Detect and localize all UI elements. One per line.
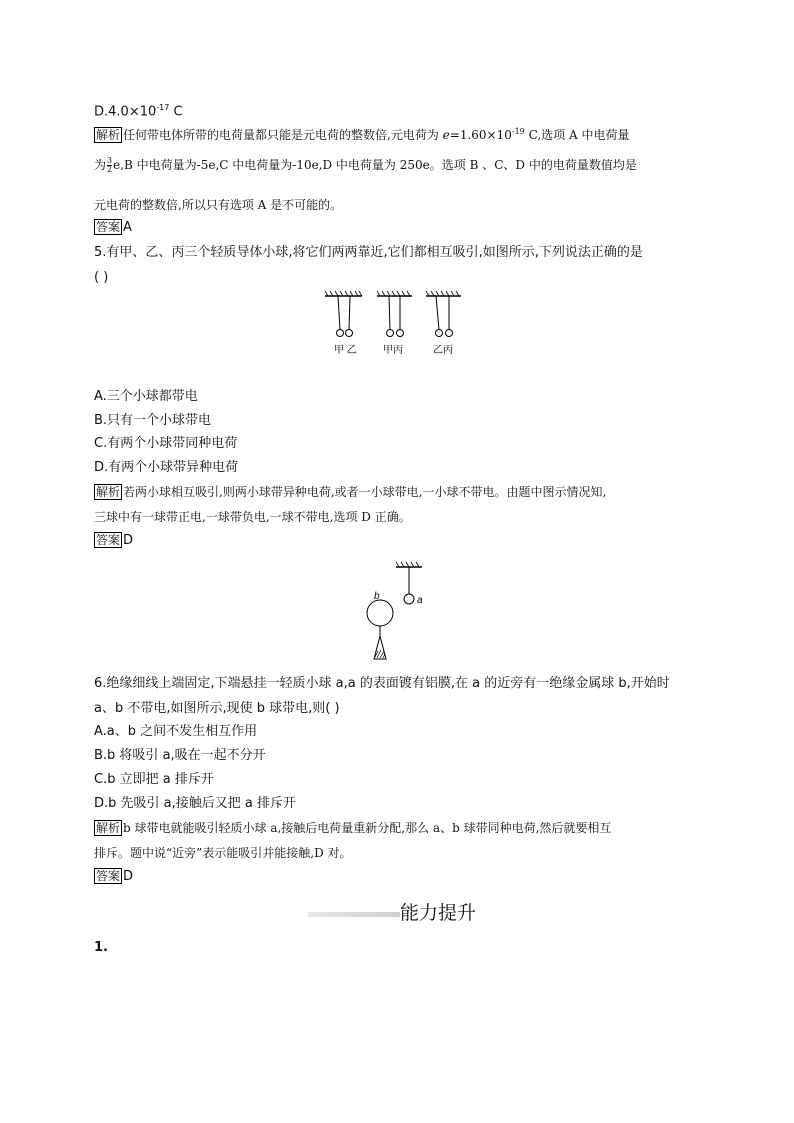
figure-label: 乙丙 (433, 345, 453, 356)
option-c: C.有两个小球带同种电荷 (94, 436, 238, 451)
analysis-line: 排斥。题中说“近旁”表示能吸引并能接触,D 对。 (94, 846, 352, 860)
analysis-line: 解析 若两小球相互吸引,则两小球带异种电荷,或者一小球带电,一小球不带电。由题中图示情况知, (96, 485, 607, 499)
option-b: B.只有一个小球带电 (94, 413, 212, 428)
question-stem: 6.绝缘细线上端固定,下端悬挂一轻质小球 a,a 的表面镀有铝膜,在 a 的近旁有一绝缘金属球 b,开始时 (94, 676, 670, 691)
answer-tag: 答案 (96, 220, 121, 234)
analysis-line: 解析 b 球带电就能吸引轻质小球 a,接触后电荷量重新分配,那么 a、b 球带同种电荷,然后就要相互 (96, 821, 612, 835)
analysis-line: 三球中有一球带正电,一球带负电,一球不带电,选项 D 正确。 (94, 510, 411, 524)
option-c: C.b 立即把 a 排斥开 (94, 772, 214, 787)
analysis-line: 解析 任何带电体所带的电荷量都只能是元电荷的整数倍,元电荷为 $e=1.60\times 10^{-19}$ C,选项 A 中电荷量 (96, 127, 630, 142)
analysis-tag: 解析 (96, 485, 121, 499)
answer-tag: 答案 (96, 869, 121, 883)
option-d: D.b 先吸引 a,接触后又把 a 排斥开 (94, 796, 296, 811)
answer-tag: 答案 (96, 533, 121, 547)
analysis-tag: 解析 (96, 128, 121, 142)
figure-label: 甲 乙 (334, 345, 357, 356)
section-bar (308, 912, 400, 917)
question-stem: 5.有甲、乙、丙三个轻质导体小球,将它们两两靠近,它们都相互吸引,如图所示,下列说法正确的是 (94, 245, 643, 260)
pendulum-pairs-figure (320, 290, 470, 360)
answer-line: 答案 D (96, 533, 134, 548)
section-title: 能力提升 (400, 903, 477, 924)
fraction: $\frac{3}{2}$ (107, 156, 113, 174)
electroscope-figure (360, 561, 440, 663)
figure-label: 甲丙 (383, 345, 403, 356)
option-d: D.有两个小球带异种电荷 (94, 460, 239, 475)
label-b: b (374, 591, 380, 602)
question-number: 1. (94, 940, 108, 955)
option-b: B.b 将吸引 a,吸在一起不分开 (94, 748, 266, 763)
analysis-tag: 解析 (96, 821, 121, 835)
answer-line: 答案 A (96, 220, 132, 235)
label-a: a (417, 595, 423, 606)
answer-paren: ( ) (94, 270, 109, 285)
answer-line: 答案 D (96, 869, 134, 884)
option-a: A.三个小球都带电 (94, 389, 198, 404)
analysis-line: 元电荷的整数倍,所以只有选项 A 是不可能的。 (94, 198, 343, 212)
option-d: $D.4.0\times 10^{-17}$ C (94, 103, 183, 120)
question-stem: a、b 不带电,如图所示,现使 b 球带电,则( ) (94, 701, 340, 716)
analysis-line: 为 $\frac{3}{2}$ e,B 中电荷量为-5e,C 中电荷量为-10e,D 中电荷量为 250e。选项 B 、C、D 中的电荷量数值均是 (94, 156, 637, 174)
section-header (308, 902, 508, 926)
option-a: A.a、b 之间不发生相互作用 (94, 724, 258, 739)
